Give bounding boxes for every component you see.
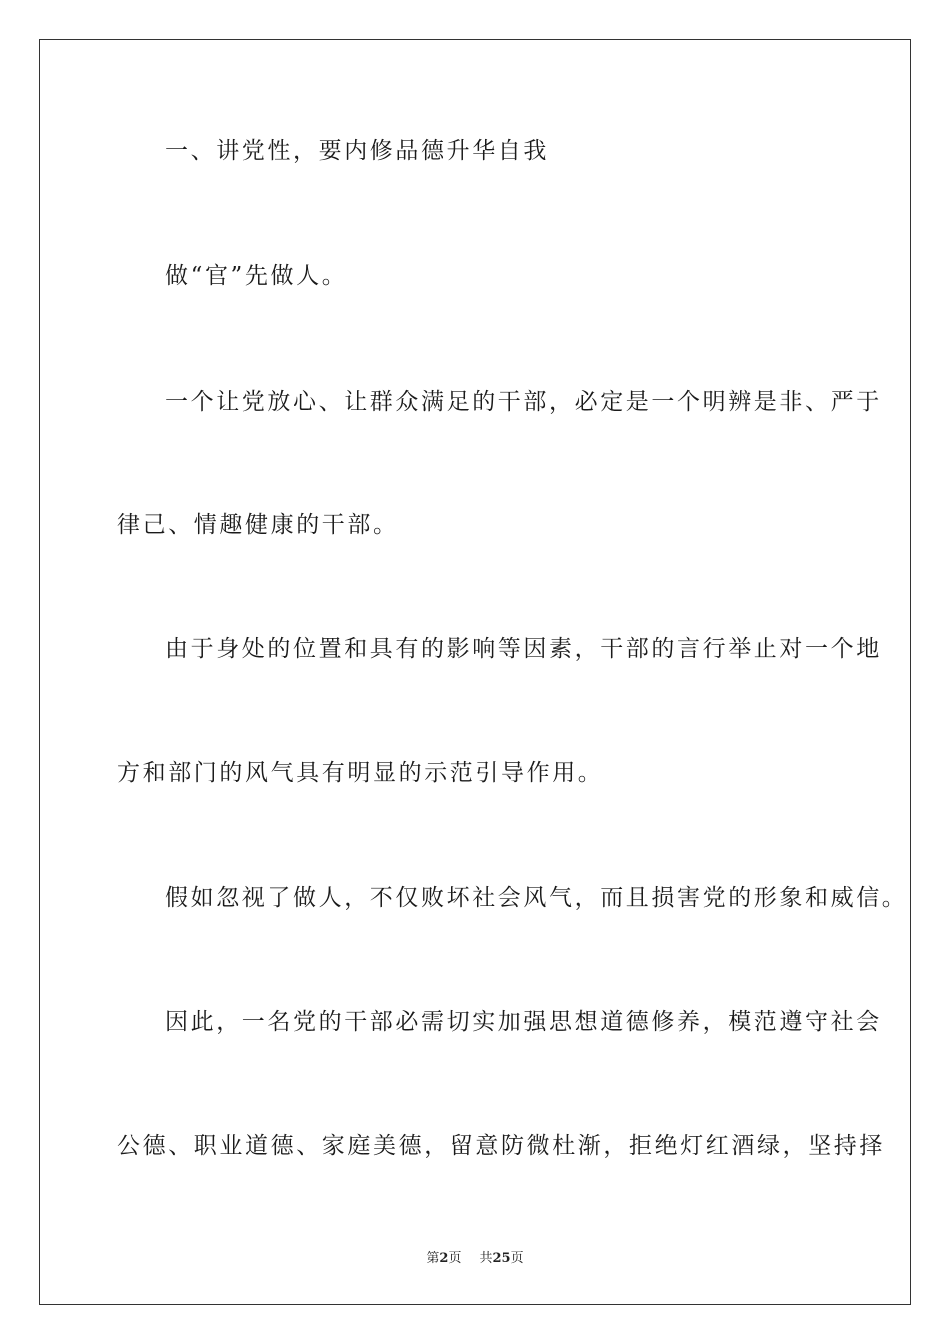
paragraph-line: 一个让党放心、让群众满足的干部，必定是一个明辨是非、严于 — [165, 389, 882, 415]
page-number: 2 — [439, 1251, 449, 1266]
page-prefix: 第 — [426, 1251, 440, 1266]
total-prefix: 共 — [479, 1251, 493, 1266]
section-heading: 一、讲党性，要内修品德升华自我 — [165, 138, 549, 164]
page-suffix: 页 — [448, 1251, 462, 1266]
page-footer — [0, 1247, 950, 1266]
paragraph-line: 由于身处的位置和具有的影响等因素，干部的言行举止对一个地 — [165, 636, 882, 662]
paragraph-line: 方和部门的风气具有明显的示范引导作用。 — [117, 760, 604, 786]
paragraph-line: 律己、情趣健康的干部。 — [117, 512, 399, 538]
paragraph-line: 做“官”先做人。 — [165, 263, 348, 289]
total-suffix: 页 — [510, 1251, 524, 1266]
total-pages: 25 — [492, 1251, 511, 1266]
paragraph-line: 因此，一名党的干部必需切实加强思想道德修养，模范遵守社会 — [165, 1009, 882, 1035]
paragraph-line: 公德、职业道德、家庭美德，留意防微杜渐，拒绝灯红酒绿，坚持择 — [117, 1133, 885, 1159]
paragraph-line: 假如忽视了做人，不仅败坏社会风气，而且损害党的形象和威信。 — [165, 885, 908, 911]
page-border — [39, 39, 911, 1305]
